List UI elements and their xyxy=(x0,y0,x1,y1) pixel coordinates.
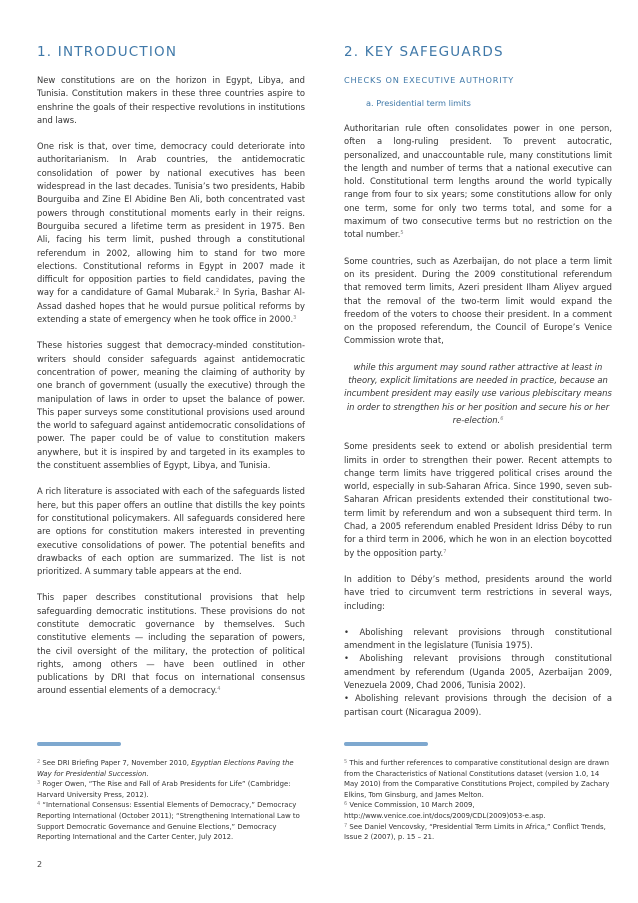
footnote-2-title: Egyptian Elections Paving the Way for Presidential Succession. xyxy=(37,759,294,778)
bullet-item-2: • Abolishing relevant provisions through constitutional amendment by referendum (Uganda 2005, Azerbaijan 2009, Venezuela 2009, Chad 2006, Tunisia 2002). xyxy=(344,653,612,690)
footnote-2-number: 2 xyxy=(37,759,41,765)
bullet-item-1: • Abolishing relevant provisions through constitutional amendment in the legislature (Tunisia 1975). xyxy=(344,626,612,651)
footnote-6-number: 6 xyxy=(344,801,348,808)
footnote-4-number: 4 xyxy=(37,801,41,808)
footnote-ref-7[interactable]: 7 xyxy=(443,548,447,555)
footnote-6 xyxy=(344,800,612,821)
footnote-2-text: See DRI Briefing Paper 7, November 2010, xyxy=(40,759,192,767)
safeguards-paragraph-2: Some countries, such as Azerbaijan, do not place a term limit on its president. During the 2009 constitutional referendum that removed term limits, Azeri president Ilham Aliyev argued that the removal of the two-term limit would expand the freedom of the voters to choose their president. In a comment on the proposed referendum, the Council of Europe’s Venice Commission wrote that, xyxy=(344,255,612,346)
venice-commission-quote xyxy=(344,361,612,427)
intro-paragraph-3: These histories suggest that democracy-minded constitution-writers should consider safeguards against antidemocratic concentration of power, meaning the claiming of authority by one branch of government (usually the executive) through the manipulation of laws in order to upset the balance of power. This paper surveys some constitutional provisions used around the world to safeguard against antidemocratic consolidations of power. The paper could be of value to constitution makers anywhere, but it is inspired by and targeted in its examples to the constituent assemblies of Egypt, Libya, and Tunisia. xyxy=(37,340,305,471)
footnote-divider-right xyxy=(344,742,428,746)
page-number: 2 xyxy=(37,860,43,869)
footnote-4-text: “International Consensus: Essential Elements of Democracy,” Democracy Reporting International (October 2011); “Strengthening International Law to Support Democratic Governance and Genuine Elections,” Democracy Reporting International and the Carter Center, July 2012. xyxy=(37,801,300,842)
footnote-6-text: Venice Commission, 10 March 2009, http://www.venice.coe.int/docs/2009/CDL(2009)053-e.asp. xyxy=(344,801,546,820)
intro-paragraph-5-text: This paper describes constitutional provisions that help safeguarding democratic institutions. These provisions do not constitute democratic governance by themselves. Such constitutive elements — including the separation of powers, the civil oversight of the military, the protection of political rights, among others — have been outlined in other publications by DRI that focus on international consensus around essential elements of a democracy. xyxy=(37,592,305,696)
footnote-5 xyxy=(344,758,612,800)
footnote-2 xyxy=(37,758,305,779)
footnote-ref-4[interactable]: 4 xyxy=(217,686,221,693)
footnote-3-number: 3 xyxy=(37,780,41,787)
footnote-7-text: See Daniel Vencovsky, “Presidential Term Limits in Africa,” Conflict Trends, Issue 2 (2007), p. 15 – 21. xyxy=(344,822,606,842)
left-column xyxy=(37,42,305,698)
footnote-ref-5[interactable]: 5 xyxy=(400,230,404,237)
safeguards-paragraph-3 xyxy=(344,440,612,560)
footnote-ref-3[interactable]: 3 xyxy=(293,315,297,322)
intro-paragraph-2 xyxy=(37,140,305,326)
footnote-3-text: Roger Owen, “The Rise and Fall of Arab Presidents for Life” (Cambridge: Harvard University Press, 2012). xyxy=(37,780,291,799)
safeguards-paragraph-3-text: Some presidents seek to extend or abolish presidential term limits in order to strengthen their power. Recent attempts to change term limits have triggered political crises around the world, especially in sub-Saharan Africa. Since 1990, seven sub-Saharan African presidents extended their constitutional two-term limit by referendum and won a subsequent third term. In Chad, a 2005 referendum enabled President Idriss Déby to run for a third term in 2006, which he won in an election boycotted by the opposition party. xyxy=(344,441,612,558)
intro-paragraph-2-part-b: In Syria, Bashar Al-Assad dashed hopes that he would pursue political reforms by extending a state of emergency when he took office in 2000. xyxy=(37,287,305,325)
bullet-item-3: • Abolishing relevant provisions through the decision of a partisan court (Nicaragua 2009). xyxy=(344,693,612,717)
safeguards-paragraph-1-text: Authoritarian rule often consolidates power in one person, often a long-ruling president. To prevent autocratic, personalized, and unaccountable rule, many constitutions limit the length and number of terms that a national executive can hold. Constitutional term lengths around the world typically range from four to six years; some constitutions allow for only one term, some for only two terms total, and some for a maximum of two consecutive terms but no restriction on the total number. xyxy=(344,123,612,240)
footnote-5-number: 5 xyxy=(344,759,348,765)
footnote-ref-2[interactable]: 2 xyxy=(216,288,220,295)
subheading-checks-on-executive: CHECKS ON EXECUTIVE AUTHORITY xyxy=(344,75,515,85)
right-column xyxy=(344,42,612,719)
safeguards-paragraph-1 xyxy=(344,122,612,242)
footnote-4 xyxy=(37,800,305,842)
section-heading-key-safeguards: 2. KEY SAFEGUARDS xyxy=(344,44,504,60)
intro-paragraph-4: A rich literature is associated with each of the safeguards listed here, but this paper offers an outline that distills the key points for constitutional policymakers. All safeguards considered here are options for constitution makers interested in preventing executive consolidations of power. The potential benefits and drawbacks of each option are summarized. The list is not prioritized. A summary table appears at the end. xyxy=(37,486,305,577)
footnotes-left xyxy=(37,758,305,843)
footnote-ref-6[interactable]: 6 xyxy=(500,415,504,422)
footnotes-right xyxy=(344,758,612,843)
footnote-7-number: 7 xyxy=(344,822,348,829)
quote-text: while this argument may sound rather attractive at least in theory, explicit limitations are needed in practice, because an incumbent president may easily use various plebiscitary means in order to strengthen his or her position and secure his or her re-election. xyxy=(344,361,612,425)
intro-paragraph-2-part-a: One risk is that, over time, democracy could deteriorate into authoritarianism. In Arab countries, the antidemocratic consolidation of power by national executives has been widespread in the last decades. Tunisia’s two presidents, Habib Bourguiba and Zine El Abidine Ben Ali, both concentrated vast powers through constitutional moments early in their reigns. Bourguiba secured a lifetime term as president in 1975. Ben Ali, facing his term limit, pushed through a constitutional referendum in 2002, allowing him to stand for two more elections. Constitutional reforms in Egypt in 2007 made it difficult for opposition parties to field candidates, paving the way for a candidature of Gamal Mubarak. xyxy=(37,141,305,298)
safeguards-paragraph-4: In addition to Déby’s method, presidents around the world have tried to circumvent term restrictions in several ways, including: xyxy=(344,573,612,611)
section-heading-introduction: 1. INTRODUCTION xyxy=(37,44,178,60)
intro-paragraph-5 xyxy=(37,591,305,697)
intro-paragraph-1: New constitutions are on the horizon in Egypt, Libya, and Tunisia. Constitution makers in these three countries aspire to enshrine the goals of their respective revolutions in institutions and laws. xyxy=(37,75,305,125)
footnote-divider-left xyxy=(37,742,121,746)
footnote-3 xyxy=(37,779,305,800)
footnote-7 xyxy=(344,822,612,843)
footnote-5-text: This and further references to comparative constitutional design are drawn from the Characteristics of National Constitutions dataset (version 1.0, 14 May 2010) from the Comparative Constitutions Project, compiled by Zachary Elkins, Tom Ginsburg, and James Melton. xyxy=(344,759,610,799)
subsection-term-limits: a. Presidential term limits xyxy=(366,98,471,108)
